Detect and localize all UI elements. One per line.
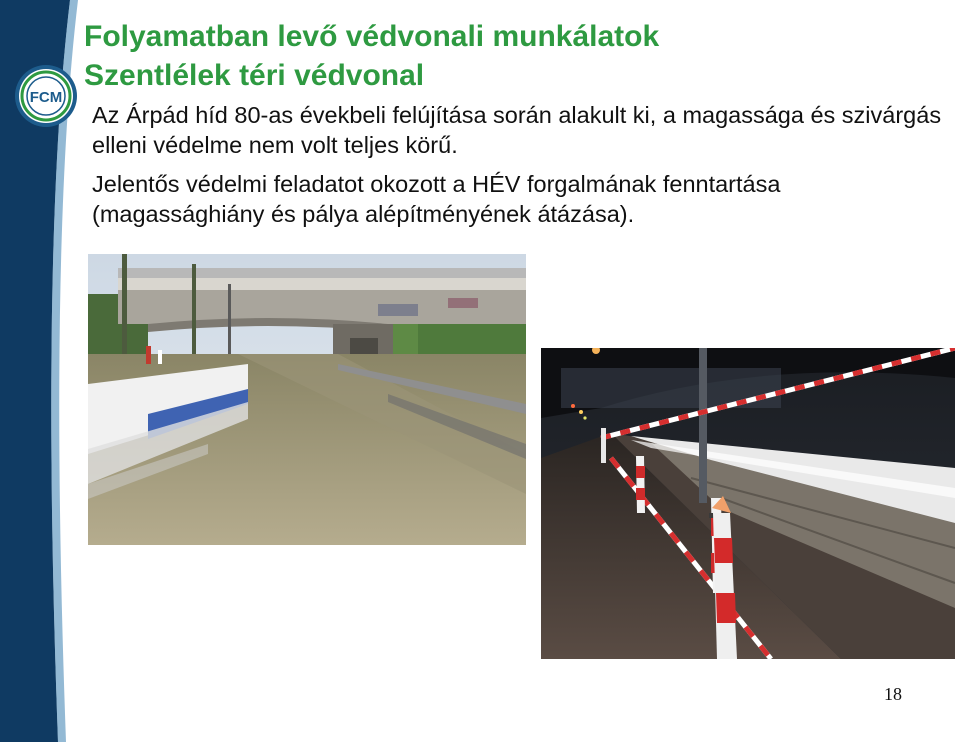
photo-night-embankment-sandbags [541, 348, 955, 659]
body-paragraph-1: Az Árpád híd 80-as évekbeli felújítása során alakult ki, a magassága és szivárgás elleni védelme nem volt teljes körű. [92, 102, 942, 158]
page-number: 18 [884, 684, 902, 704]
svg-text:FCM: FCM [29, 89, 63, 106]
photo-flooded-track-under-bridge [88, 254, 526, 545]
slide-subtitle: Szentlélek téri védvonal [84, 59, 425, 92]
slide-title: Folyamatban levő védvonali munkálatok [84, 20, 660, 53]
body-paragraph-2: Jelentős védelmi feladatot okozott a HÉV forgalmának fenntartása (magassághiány és pálya alépítményének átázása). [92, 171, 781, 227]
fcm-logo-icon [14, 64, 78, 128]
